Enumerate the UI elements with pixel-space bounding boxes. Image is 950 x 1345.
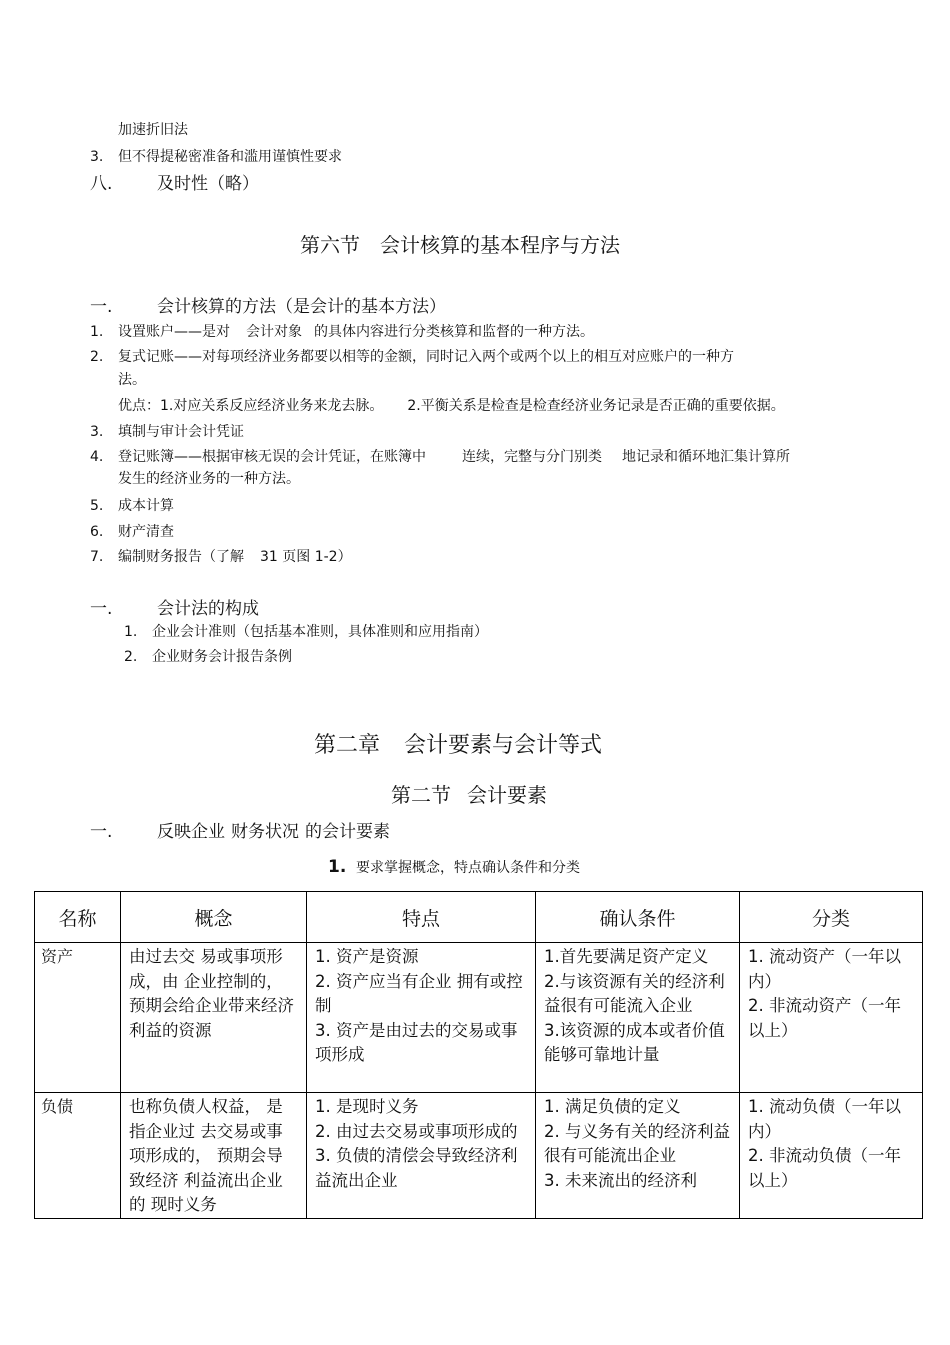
- sub-heading: [90, 817, 390, 842]
- section-title: [391, 779, 547, 808]
- note-text: 2.平衡关系是检查是检查经济业务记录是否正确的重要依据。: [407, 398, 785, 414]
- item-number: 4.: [90, 449, 104, 465]
- list-item: [90, 146, 342, 166]
- cell-text: 3. 资产是由过去的交易或事项形成: [315, 1020, 518, 1064]
- note-text: 优点：1.对应关系反应经济业务来龙去脉。: [118, 398, 384, 414]
- heading-text: 财务状况: [231, 822, 299, 842]
- item-text: 地记录和循环地汇集计算所: [622, 449, 790, 465]
- list-item-continuation: 发生的经济业务的一种方法。: [118, 471, 300, 487]
- header-conditions: 确认条件: [536, 892, 740, 943]
- cell-text: 1. 流动资产（一年以内）: [748, 947, 901, 991]
- cell-text: 1. 流动负债（一年以内）: [748, 1097, 901, 1141]
- cell-classes: [740, 1093, 923, 1219]
- item-text: 复式记账——对每项经济业务都要以相等的金额，同时记入两个或两个以上的相互对应账户的一种方: [118, 349, 734, 365]
- chapter-title: [314, 728, 602, 759]
- cell-text: 2. 与义务有关的经济利益很有可能流出企业: [544, 1121, 730, 1165]
- header-features: 特点: [307, 892, 536, 943]
- heading-number: 一.: [90, 297, 113, 317]
- item-text: 登记账簿——根据审核无误的会计凭证，在账簿中: [118, 449, 426, 465]
- cell-conditions: [536, 943, 740, 1093]
- table-header-row: [35, 892, 923, 943]
- sub-heading: [90, 594, 259, 619]
- section-title-text: 会计要素: [467, 783, 547, 807]
- cell-features: [307, 943, 536, 1093]
- cell-text: 也称负债人权益， 是指企业过 去交易或事项形成的， 预期会导致经济 利益流出企业的 现时义务: [129, 1097, 283, 1214]
- item-number: 1.: [90, 324, 104, 340]
- item-number: 3.: [90, 149, 104, 165]
- heading-text: 反映企业: [157, 822, 225, 842]
- item-number: 2.: [90, 349, 104, 365]
- heading-text: 会计核算的方法（是会计的基本方法）: [157, 297, 446, 317]
- item-text: 企业财务会计报告条例: [152, 649, 292, 665]
- header-concept: 概念: [121, 892, 307, 943]
- item-number: 2.: [124, 649, 138, 665]
- caption-text: 要求掌握概念，特点确认条件和分类: [356, 860, 580, 876]
- heading-text: 及时性（略）: [157, 174, 259, 194]
- text-line: 加速折旧法: [118, 122, 188, 138]
- note-line: [118, 395, 785, 415]
- list-item: [90, 495, 174, 515]
- cell-text: 3. 未来流出的经济利: [544, 1170, 697, 1190]
- cell-text: 1.首先要满足资产定义: [544, 947, 709, 966]
- list-item: [90, 346, 734, 366]
- item-text: 编制财务报告（了解: [118, 549, 244, 565]
- list-item: [90, 321, 594, 341]
- sub-heading: [90, 292, 446, 317]
- caption-number: 1.: [328, 857, 347, 877]
- cell-text: 2. 由过去交易或事项形成的: [315, 1121, 518, 1141]
- item-text: 31 页图 1-2）: [260, 549, 352, 565]
- header-classes: 分类: [740, 892, 923, 943]
- list-item: [124, 646, 292, 666]
- item-number: 7.: [90, 549, 104, 565]
- table-row: [35, 943, 923, 1093]
- cell-text: 3. 负债的清偿会导致经济利益流出企业: [315, 1146, 518, 1190]
- cell-features: [307, 1093, 536, 1219]
- item-text: 但不得提秘密准备和滥用谨慎性要求: [118, 149, 342, 165]
- list-item-continuation: 法。: [118, 372, 146, 388]
- table-row: [35, 1093, 923, 1219]
- section-title: [300, 229, 620, 258]
- cell-text: 1. 满足负债的定义: [544, 1097, 681, 1116]
- header-name: 名称: [35, 892, 121, 943]
- item-number: 1.: [124, 624, 138, 640]
- cell-conditions: [536, 1093, 740, 1219]
- heading-text: 会计法的构成: [157, 599, 259, 619]
- list-item: [90, 521, 174, 541]
- section-title-number: 第六节: [300, 233, 360, 257]
- cell-concept: [121, 943, 307, 1093]
- item-text: 财产清查: [118, 524, 174, 540]
- list-item: [90, 421, 244, 441]
- cell-text: 1. 资产是资源: [315, 947, 419, 966]
- table-caption: [328, 857, 580, 877]
- item-text: 会计对象: [246, 324, 302, 340]
- heading-text: 的会计要素: [305, 822, 390, 842]
- cell-text: 2. 非流动资产（一年以上）: [748, 996, 901, 1040]
- item-number: 5.: [90, 498, 104, 514]
- item-number: 3.: [90, 424, 104, 440]
- cell-name: 负债: [35, 1093, 121, 1219]
- heading-number: 八.: [90, 174, 113, 194]
- cell-text: 3.该资源的成本或者价值能够可靠地计量: [544, 1020, 725, 1064]
- item-text: 成本计算: [118, 498, 174, 514]
- heading-number: 一.: [90, 822, 113, 842]
- item-text: 设置账户——是对: [118, 324, 230, 340]
- section-title-number: 第二节: [391, 783, 451, 807]
- list-item: [90, 446, 790, 466]
- item-number: 6.: [90, 524, 104, 540]
- item-text: 填制与审计会计凭证: [118, 424, 244, 440]
- cell-text: 2.与该资源有关的经济利益很有可能流入企业: [544, 971, 725, 1015]
- chapter-number: 第二章: [314, 733, 381, 758]
- cell-name: 资产: [35, 943, 121, 1093]
- cell-text: 由过去交 易或事项形成，由 企业控制的，预期会给企业带来经济利益的资源: [129, 947, 294, 1040]
- item-text: 企业会计准则（包括基本准则，具体准则和应用指南）: [152, 624, 488, 640]
- list-item: [124, 621, 488, 641]
- section-heading: [90, 169, 259, 194]
- list-item: [90, 546, 352, 566]
- item-text: 的具体内容进行分类核算和监督的一种方法。: [314, 324, 594, 340]
- cell-text: 2. 非流动负债（一年以上）: [748, 1146, 901, 1190]
- cell-text: 1. 是现时义务: [315, 1097, 419, 1116]
- chapter-name: 会计要素与会计等式: [404, 733, 603, 758]
- accounting-elements-table: [34, 891, 923, 1219]
- cell-classes: [740, 943, 923, 1093]
- item-text: 连续，完整与分门别类: [462, 449, 602, 465]
- cell-concept: [121, 1093, 307, 1219]
- cell-text: 2. 资产应当有企业 拥有或控制: [315, 971, 523, 1015]
- section-title-text: 会计核算的基本程序与方法: [380, 233, 620, 257]
- heading-number: 一.: [90, 599, 113, 619]
